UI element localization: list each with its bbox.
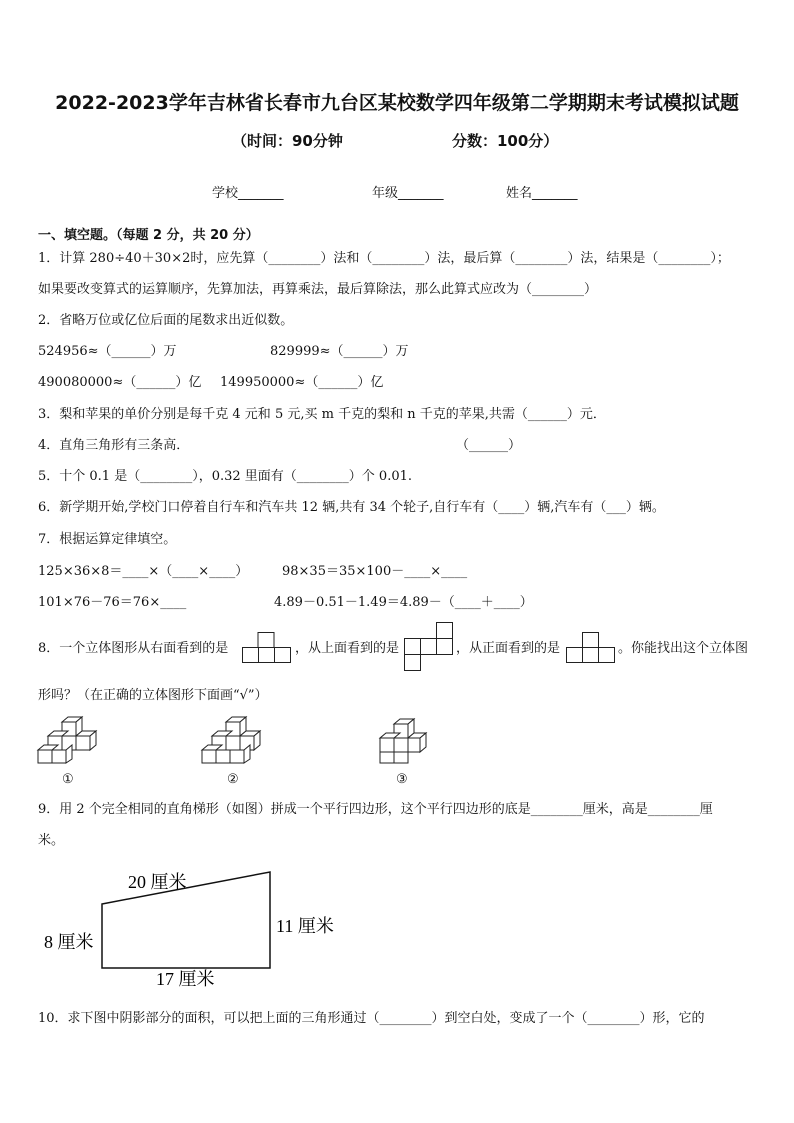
top-view-figure [402,622,454,672]
question-8-part-5: 形吗？（在正确的立体图形下面画“√”） [38,688,268,703]
option-3-label: ③ [396,772,408,787]
question-5: 5．十个 0.1 是（________），0.32 里面有（________）个 0.01. [38,469,412,484]
question-7-item-c: 101×76－76＝76×____ [38,595,187,610]
question-8-part-4: 。你能找出这个立体图 [618,641,749,656]
question-7-item-b: 98×35＝35×100－____×____ [282,564,468,579]
question-7-item-a: 125×36×8＝____×（____×____） [38,564,249,579]
cube-figure-option-3 [380,718,428,764]
page-title: 2022-2023学年吉林省长春市九台区某校数学四年级第二学期期末考试模拟试题 [55,92,739,114]
cube-figure-option-1 [38,716,104,764]
left-side-label: 8 厘米 [44,932,94,952]
question-2: 2．省略万位或亿位后面的尾数求出近似数。 [38,313,294,328]
name-field: 姓名_______ [506,186,578,201]
top-side-label: 20 厘米 [128,872,187,892]
exam-time: （时间：90分钟 [232,132,343,150]
cube-figure-option-2 [202,716,272,764]
question-4-blank: （______） [456,438,522,453]
question-8-part-3: ，从正面看到的是 [456,641,561,656]
question-6: 6．新学期开始,学校门口停着自行车和汽车共 12 辆,共有 34 个轮子,自行车有（____）辆,汽车有（___）辆。 [38,500,665,515]
trapezoid-diagram [40,864,360,994]
exam-score: 分数：100分） [452,132,559,150]
option-1-label: ① [62,772,74,787]
question-4: 4．直角三角形有三条高． [38,438,190,453]
question-2-item-d: 149950000≈（______）亿 [220,375,384,390]
section-heading: 一、填空题。（每题 2 分，共 20 分） [38,228,259,243]
right-view-figure [242,632,292,664]
question-1-line-2: 如果要改变算式的运算顺序，先算加法，再算乘法，最后算除法，那么此算式应改为（________） [38,282,598,297]
question-7-item-d: 4.89－0.51－1.49＝4.89－（____＋____） [274,595,533,610]
question-2-item-b: 829999≈（______）万 [270,344,409,359]
question-2-item-c: 490080000≈（______）亿 [38,375,202,390]
question-9-line-1: 9．用 2 个完全相同的直角梯形（如图）拼成一个平行四边形，这个平行四边形的底是________厘米，高是________厘 [38,802,713,817]
question-7: 7．根据运算定律填空。 [38,532,177,547]
question-2-item-a: 524956≈（______）万 [38,344,177,359]
option-2-label: ② [227,772,239,787]
question-8-part-1: 8．一个立体图形从右面看到的是 [38,641,229,656]
question-9-line-2: 米。 [38,833,65,848]
question-3: 3．梨和苹果的单价分别是每千克 4 元和 5 元,买 m 千克的梨和 n 千克的苹果,共需（______）元． [38,407,606,422]
question-8-part-2: ，从上面看到的是 [295,641,400,656]
grade-field: 年级_______ [372,186,444,201]
right-side-label: 11 厘米 [276,916,334,936]
bottom-side-label: 17 厘米 [156,969,215,989]
school-field: 学校_______ [212,186,284,201]
question-10: 10．求下图中阴影部分的面积，可以把上面的三角形通过（________）到空白处，变成了一个（________）形，它的 [38,1011,705,1026]
question-1-line-1: 1．计算 280÷40＋30×2时，应先算（________）法和（________）法，最后算（________）法，结果是（________）； [38,251,730,266]
front-view-figure [566,632,616,664]
